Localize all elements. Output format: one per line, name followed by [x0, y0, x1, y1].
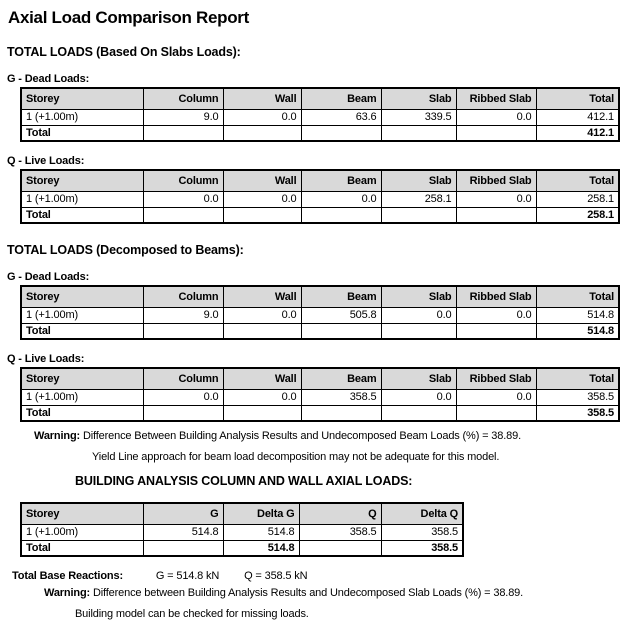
cell: 63.6 [301, 109, 381, 125]
cell [381, 125, 456, 141]
cell-total: 358.5 [536, 389, 619, 405]
cell [301, 323, 381, 339]
cell [381, 323, 456, 339]
header-cell-storey: Storey [21, 503, 143, 524]
table-total-row [21, 323, 619, 339]
warning-text-line2: Building model can be checked for missing loads. [75, 608, 309, 620]
cell [143, 323, 223, 339]
cell-total-label: Total [21, 405, 143, 421]
cell-storey: 1 (+1.00m) [21, 109, 143, 125]
table-row [21, 191, 619, 207]
header-cell-g: G [143, 503, 223, 524]
header-cell-total: Total [536, 286, 619, 307]
table-row [21, 524, 463, 540]
cell [381, 405, 456, 421]
cell: 0.0 [301, 191, 381, 207]
header-cell-beam: Beam [301, 88, 381, 109]
header-cell-column: Column [143, 170, 223, 191]
cell: 9.0 [143, 109, 223, 125]
slab-loads-warning [44, 587, 623, 620]
cell: 0.0 [456, 109, 536, 125]
cell [223, 207, 301, 223]
header-cell-q: Q [299, 503, 381, 524]
header-cell-delta-g: Delta G [223, 503, 299, 524]
header-cell-ribbed-slab: Ribbed Slab [456, 170, 536, 191]
cell [301, 405, 381, 421]
header-cell-column: Column [143, 368, 223, 389]
cell-storey: 1 (+1.00m) [21, 389, 143, 405]
header-cell-beam: Beam [301, 286, 381, 307]
cell: 258.1 [381, 191, 456, 207]
cell-total: 514.8 [536, 307, 619, 323]
table-row [21, 109, 619, 125]
header-row [21, 286, 619, 307]
header-cell-storey: Storey [21, 170, 143, 191]
header-row [21, 170, 619, 191]
cell: 0.0 [381, 389, 456, 405]
header-cell-slab: Slab [381, 88, 456, 109]
cell-storey: 1 (+1.00m) [21, 191, 143, 207]
cell: 0.0 [456, 307, 536, 323]
table-label-beams-live: Q - Live Loads: [7, 353, 85, 365]
cell [456, 323, 536, 339]
cell: 0.0 [456, 191, 536, 207]
header-row [21, 503, 463, 524]
table-label-beams-dead: G - Dead Loads: [7, 271, 90, 283]
header-cell-storey: Storey [21, 286, 143, 307]
header-cell-ribbed-slab: Ribbed Slab [456, 286, 536, 307]
cell [143, 125, 223, 141]
cell: 358.5 [381, 524, 463, 540]
header-cell-storey: Storey [21, 368, 143, 389]
table-label-slabs-dead: G - Dead Loads: [7, 73, 90, 85]
cell-total-label: Total [21, 207, 143, 223]
header-cell-ribbed-slab: Ribbed Slab [456, 88, 536, 109]
warning-label: Warning: [34, 430, 81, 442]
cell: 0.0 [223, 109, 301, 125]
table-total-row [21, 125, 619, 141]
cell-total-label: Total [21, 323, 143, 339]
header-row [21, 368, 619, 389]
cell: 358.5 [299, 524, 381, 540]
cell-grand-total: 358.5 [536, 405, 619, 421]
header-cell-wall: Wall [223, 88, 301, 109]
header-cell-delta-q: Delta Q [381, 503, 463, 524]
beams-dead-loads-table [20, 285, 620, 340]
table-total-row [21, 405, 619, 421]
cell-grand-total: 412.1 [536, 125, 619, 141]
base-reactions-label: Total Base Reactions: [12, 570, 123, 582]
header-cell-slab: Slab [381, 170, 456, 191]
header-cell-beam: Beam [301, 170, 381, 191]
cell [301, 125, 381, 141]
cell [223, 323, 301, 339]
cell-total-label: Total [21, 540, 143, 556]
cell-storey: 1 (+1.00m) [21, 307, 143, 323]
total-base-reactions [12, 570, 623, 582]
cell [143, 405, 223, 421]
cell [143, 540, 223, 556]
table-total-row [21, 207, 619, 223]
header-cell-wall: Wall [223, 368, 301, 389]
cell-total: 412.1 [536, 109, 619, 125]
cell-total-label: Total [21, 125, 143, 141]
cell [456, 125, 536, 141]
header-cell-wall: Wall [223, 286, 301, 307]
building-analysis-table [20, 502, 464, 557]
cell-grand-total-g: 514.8 [223, 540, 299, 556]
header-cell-wall: Wall [223, 170, 301, 191]
cell [299, 540, 381, 556]
cell: 0.0 [223, 191, 301, 207]
table-total-row [21, 540, 463, 556]
cell-grand-total-q: 358.5 [381, 540, 463, 556]
cell [143, 207, 223, 223]
cell: 0.0 [381, 307, 456, 323]
beam-loads-warning [34, 430, 623, 463]
header-cell-column: Column [143, 286, 223, 307]
base-reactions-g: G = 514.8 kN [155, 570, 220, 582]
table-label-slabs-live: Q - Live Loads: [7, 155, 85, 167]
cell [301, 207, 381, 223]
table-row [21, 389, 619, 405]
cell: 505.8 [301, 307, 381, 323]
header-cell-ribbed-slab: Ribbed Slab [456, 368, 536, 389]
slabs-live-loads-table [20, 169, 620, 224]
header-cell-beam: Beam [301, 368, 381, 389]
header-cell-slab: Slab [381, 286, 456, 307]
cell [456, 405, 536, 421]
cell: 514.8 [223, 524, 299, 540]
cell: 9.0 [143, 307, 223, 323]
header-cell-slab: Slab [381, 368, 456, 389]
cell: 0.0 [143, 191, 223, 207]
table-row [21, 307, 619, 323]
cell-grand-total: 514.8 [536, 323, 619, 339]
warning-text: Difference between Building Analysis Results and Undecomposed Slab Loads (%) = 38.89. [92, 587, 524, 599]
building-analysis-heading: BUILDING ANALYSIS COLUMN AND WALL AXIAL LOADS: [75, 474, 413, 488]
warning-text-line2: Yield Line approach for beam load decomposition may not be adequate for this model. [92, 451, 500, 463]
header-row [21, 88, 619, 109]
base-reactions-q: Q = 358.5 kN [244, 570, 308, 582]
beams-live-loads-table [20, 367, 620, 422]
header-cell-column: Column [143, 88, 223, 109]
cell: 358.5 [301, 389, 381, 405]
section-heading-slabs: TOTAL LOADS (Based On Slabs Loads): [7, 45, 241, 59]
cell: 0.0 [223, 307, 301, 323]
cell: 0.0 [143, 389, 223, 405]
cell: 339.5 [381, 109, 456, 125]
header-cell-total: Total [536, 170, 619, 191]
cell-storey: 1 (+1.00m) [21, 524, 143, 540]
warning-label: Warning: [44, 587, 91, 599]
header-cell-total: Total [536, 368, 619, 389]
report-title: Axial Load Comparison Report [8, 8, 249, 27]
cell [456, 207, 536, 223]
section-heading-beams: TOTAL LOADS (Decomposed to Beams): [7, 243, 244, 257]
cell [381, 207, 456, 223]
warning-text: Difference Between Building Analysis Results and Undecomposed Beam Loads (%) = 38.89. [82, 430, 521, 442]
header-cell-total: Total [536, 88, 619, 109]
header-cell-storey: Storey [21, 88, 143, 109]
cell-total: 258.1 [536, 191, 619, 207]
cell [223, 125, 301, 141]
slabs-dead-loads-table [20, 87, 620, 142]
cell: 0.0 [456, 389, 536, 405]
cell: 514.8 [143, 524, 223, 540]
cell-grand-total: 258.1 [536, 207, 619, 223]
cell: 0.0 [223, 389, 301, 405]
cell [223, 405, 301, 421]
